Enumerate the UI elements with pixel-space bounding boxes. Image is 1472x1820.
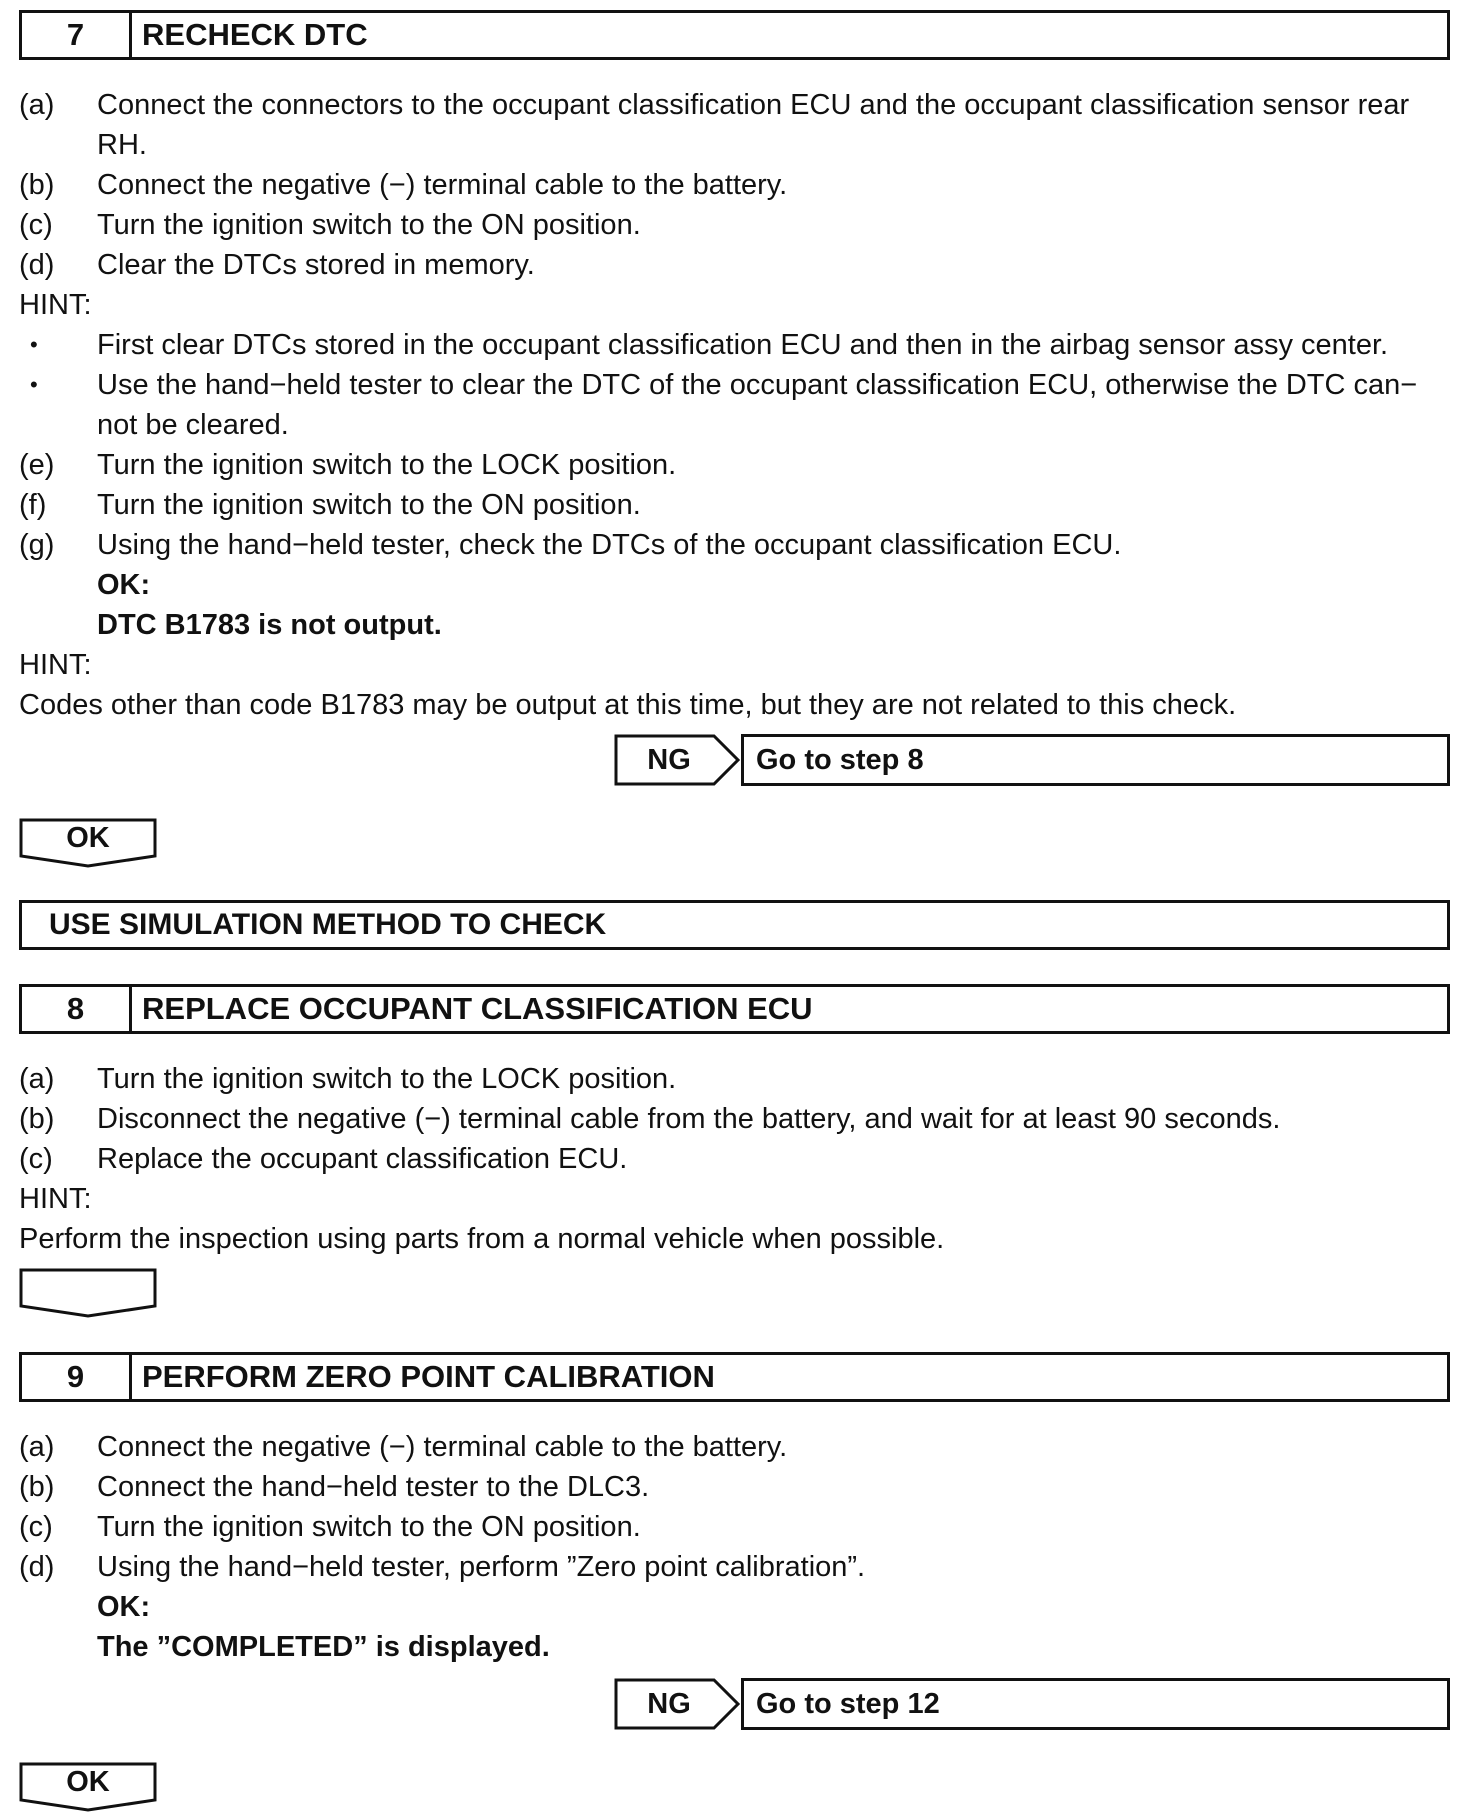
- hint-label: HINT:: [19, 289, 92, 321]
- ok-arrow: [19, 818, 157, 868]
- bullet-icon: •: [30, 332, 38, 357]
- item-label: (b): [19, 1103, 55, 1135]
- item-text: Disconnect the negative (−) terminal cable from the battery, and wait for at least 90 seconds.: [97, 1103, 1281, 1135]
- ok-arrow-label: OK: [66, 1765, 110, 1798]
- item-text: Connect the hand−held tester to the DLC3.: [97, 1471, 650, 1503]
- ng-label: NG: [647, 1687, 691, 1720]
- next-arrow: [19, 1268, 157, 1318]
- ok-criteria-text: DTC B1783 is not output.: [97, 609, 442, 641]
- item-text: Using the hand−held tester, check the DTCs of the occupant classification ECU.: [97, 529, 1122, 561]
- item-text: Connect the negative (−) terminal cable to the battery.: [97, 1431, 788, 1463]
- down-arrow-icon: [19, 1268, 157, 1318]
- ng-branch: [614, 1678, 1450, 1730]
- step-8-header: [19, 984, 1450, 1034]
- item-label: (c): [19, 1143, 53, 1175]
- item-text: Connect the connectors to the occupant classification ECU and the occupant classification sensor rear: [97, 89, 1410, 121]
- item-label: (e): [19, 449, 55, 481]
- item-text: Turn the ignition switch to the LOCK position.: [97, 1063, 677, 1095]
- item-label: (g): [19, 529, 55, 561]
- step-number: 7: [22, 13, 132, 57]
- hint-label: HINT:: [19, 1183, 92, 1215]
- item-label: (b): [19, 169, 55, 201]
- bullet-text-continued: not be cleared.: [97, 409, 289, 441]
- step-title: REPLACE OCCUPANT CLASSIFICATION ECU: [142, 991, 813, 1026]
- item-label: (a): [19, 1431, 55, 1463]
- ng-goto-box: Go to step 8: [741, 734, 1450, 786]
- item-label: (a): [19, 1063, 55, 1095]
- step-number: 9: [22, 1355, 132, 1399]
- item-label: (a): [19, 89, 55, 121]
- step-7-header: [19, 10, 1450, 60]
- step-9-header: [19, 1352, 1450, 1402]
- ok-criteria-text: The ”COMPLETED” is displayed.: [97, 1631, 550, 1663]
- item-label: (c): [19, 209, 53, 241]
- item-text: Turn the ignition switch to the LOCK position.: [97, 449, 677, 481]
- step-title: RECHECK DTC: [142, 17, 368, 52]
- hint-text: Perform the inspection using parts from a normal vehicle when possible.: [19, 1223, 945, 1255]
- item-label: (b): [19, 1471, 55, 1503]
- bullet-text: Use the hand−held tester to clear the DTC of the occupant classification ECU, otherwise the DTC can−: [97, 369, 1418, 401]
- item-label: (d): [19, 1551, 55, 1583]
- item-text-continued: RH.: [97, 129, 147, 161]
- item-label: (c): [19, 1511, 53, 1543]
- item-text: Turn the ignition switch to the ON position.: [97, 209, 641, 241]
- ok-criteria-label: OK:: [97, 569, 151, 601]
- ng-goto-box: Go to step 12: [741, 1678, 1450, 1730]
- item-text: Replace the occupant classification ECU.: [97, 1143, 628, 1175]
- ok-criteria-label: OK:: [97, 1591, 151, 1623]
- item-text: Using the hand−held tester, perform ”Zero point calibration”.: [97, 1551, 866, 1583]
- ng-branch: [614, 734, 1450, 786]
- ok-arrow: [19, 1762, 157, 1812]
- simulation-banner: USE SIMULATION METHOD TO CHECK: [19, 900, 1450, 950]
- hint-label: HINT:: [19, 649, 92, 681]
- ng-label: NG: [647, 743, 691, 776]
- bullet-icon: •: [30, 372, 38, 397]
- item-text: Turn the ignition switch to the ON position.: [97, 489, 641, 521]
- step-title: PERFORM ZERO POINT CALIBRATION: [142, 1359, 715, 1394]
- item-text: Clear the DTCs stored in memory.: [97, 249, 535, 281]
- item-text: Connect the negative (−) terminal cable to the battery.: [97, 169, 788, 201]
- hint-text: Codes other than code B1783 may be output at this time, but they are not related to this check.: [19, 689, 1237, 721]
- step-number: 8: [22, 987, 132, 1031]
- item-label: (d): [19, 249, 55, 281]
- ok-arrow-label: OK: [66, 821, 110, 854]
- item-label: (f): [19, 489, 47, 521]
- item-text: Turn the ignition switch to the ON position.: [97, 1511, 641, 1543]
- bullet-text: First clear DTCs stored in the occupant classification ECU and then in the airbag sensor assy center.: [97, 329, 1389, 361]
